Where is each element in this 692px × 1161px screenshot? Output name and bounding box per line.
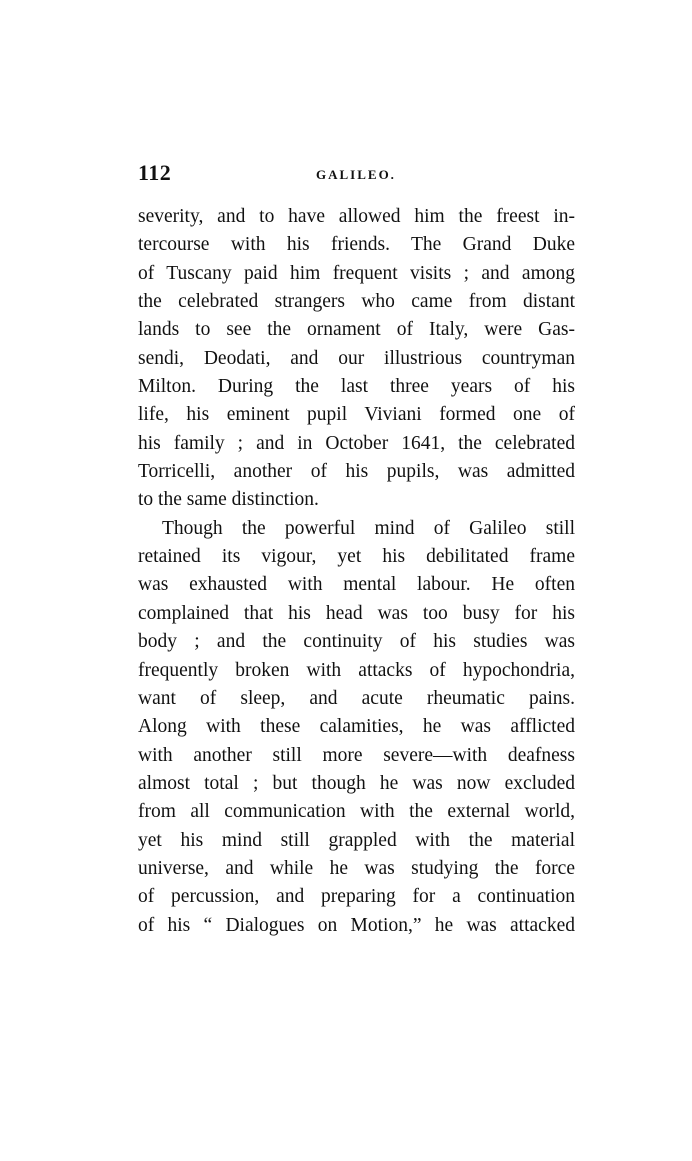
text-line: almost total ; but though he was now excluded <box>138 772 575 794</box>
text-line: tercourse with his friends. The Grand Duke <box>138 234 575 256</box>
text-line: of Tuscany paid him frequent visits ; and among <box>138 262 575 284</box>
text-line: universe, and while he was studying the force <box>138 857 575 879</box>
text-line: Along with these calamities, he was afflicted <box>138 716 575 738</box>
text-line: his family ; and in October 1641, the celebrated <box>138 432 575 454</box>
paragraph-1 <box>138 203 575 515</box>
text-line: severity, and to have allowed him the freest in- <box>138 206 575 227</box>
text-line: with another still more severe—with deafness <box>138 744 575 766</box>
text-line: the celebrated strangers who came from distant <box>138 291 575 313</box>
text-line: to the same distinction. <box>138 489 319 511</box>
text-line: Torricelli, another of his pupils, was admitted <box>138 461 575 483</box>
text-line: complained that his head was too busy for his <box>138 602 575 624</box>
page-number: 112 <box>138 160 172 185</box>
text-line: yet his mind still grappled with the material <box>138 829 575 851</box>
page-header <box>138 160 576 190</box>
text-line: life, his eminent pupil Viviani formed one of <box>138 404 575 426</box>
text-line: from all communication with the external world, <box>138 801 575 823</box>
text-line: was exhausted with mental labour. He often <box>138 574 575 596</box>
text-line: retained its vigour, yet his debilitated frame <box>138 546 575 568</box>
text-line: of percussion, and preparing for a continuation <box>138 886 575 908</box>
running-head: GALILEO. <box>316 167 396 182</box>
text-line: want of sleep, and acute rheumatic pains. <box>138 687 575 709</box>
text-line: body ; and the continuity of his studies was <box>138 631 575 653</box>
text-line: Though the powerful mind of Galileo still <box>162 517 575 539</box>
text-line: Milton. During the last three years of his <box>138 376 575 398</box>
text-line: frequently broken with attacks of hypochondria, <box>138 659 575 681</box>
text-line: of his “ Dialogues on Motion,” he was attacked <box>138 914 575 936</box>
body-text <box>138 203 575 940</box>
text-line: sendi, Deodati, and our illustrious countryman <box>138 347 575 369</box>
paragraph-2 <box>138 515 575 940</box>
text-line: lands to see the ornament of Italy, were Gas- <box>138 319 575 341</box>
